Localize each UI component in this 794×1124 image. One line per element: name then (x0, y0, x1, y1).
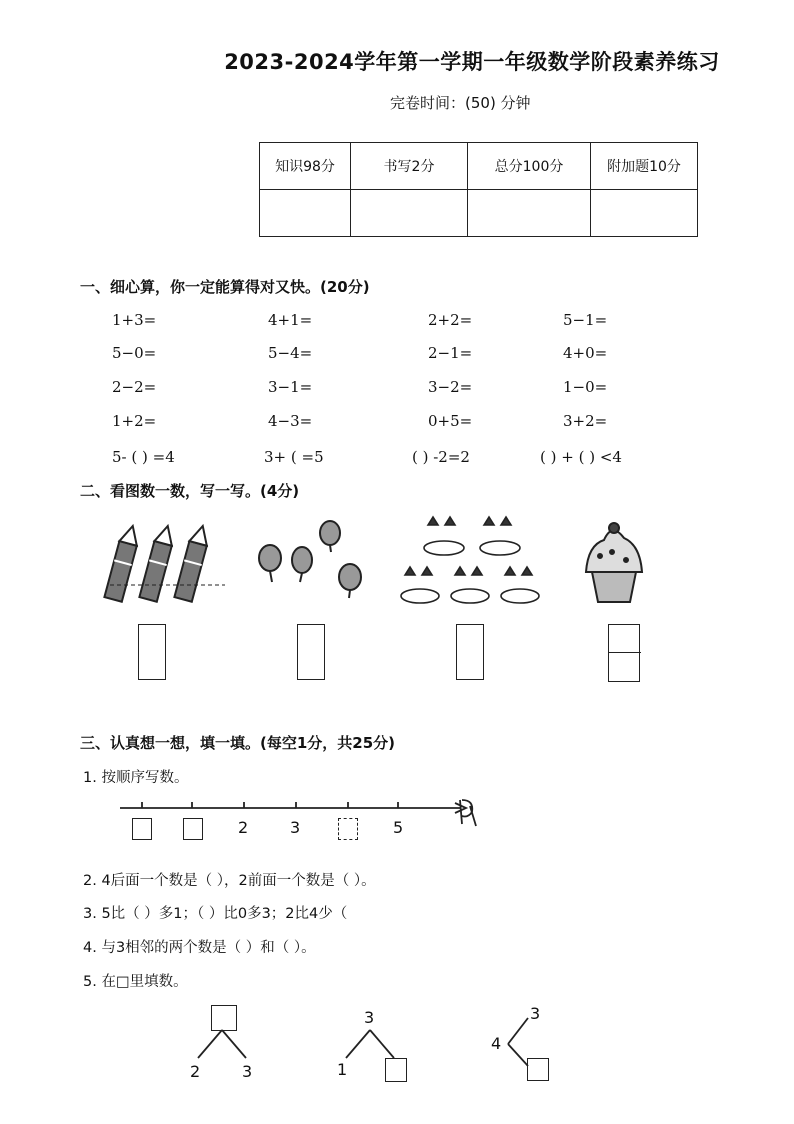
bond-left-number: 2 (190, 1062, 201, 1081)
section1-heading: 一、细心算，你一定能算得对又快。(20分) (80, 278, 370, 296)
calc-item: 3−2= (428, 378, 473, 396)
calc-item: 2−1= (428, 344, 473, 362)
calc-item: 5−0= (112, 344, 157, 362)
calc-fill-item[interactable]: ( ) + ( ) <4 (540, 448, 622, 466)
score-header-knowledge: 知识98分 (260, 143, 351, 190)
calc-item: 3+2= (563, 412, 608, 430)
page-title: 2023-2024学年第一学期一年级数学阶段素养练习 (224, 50, 720, 74)
calc-item: 0+5= (428, 412, 473, 430)
calc-item: 3−1= (268, 378, 313, 396)
numberline-label: 2 (238, 818, 249, 837)
calc-item: 5−4= (268, 344, 313, 362)
calc-item: 4+0= (563, 344, 608, 362)
calc-item: 2+2= (428, 311, 473, 329)
question-2[interactable]: 2. 4后面一个数是（ ），2前面一个数是（ ）。 (83, 873, 376, 889)
calc-item: 1+2= (112, 412, 157, 430)
calc-item: 4+1= (268, 311, 313, 329)
section2-heading: 二、看图数一数，写一写。(4分) (80, 482, 300, 500)
calc-item: 2−2= (112, 378, 157, 396)
score-header-bonus: 附加题10分 (591, 143, 698, 190)
numberline-label: 5 (393, 818, 404, 837)
bond-top-blank[interactable] (211, 1005, 237, 1031)
bond-top-number: 3 (364, 1008, 375, 1027)
question-4[interactable]: 4. 与3相邻的两个数是（ ）和（ ）。 (83, 940, 316, 956)
section3-heading: 三、认真想一想，填一填。(每空1分，共25分) (80, 734, 396, 752)
question-3[interactable]: 3. 5比（ ）多1；（ ）比0多3；2比4少（ (83, 906, 348, 922)
bond-top-number: 3 (530, 1004, 541, 1023)
time-limit: 完卷时间：(50) 分钟 (390, 94, 531, 112)
calc-fill-item[interactable]: 5- ( ) =4 (112, 448, 175, 466)
bond-right-blank[interactable] (385, 1058, 407, 1082)
calc-item: 1−0= (563, 378, 608, 396)
question-5: 5. 在□里填数。 (83, 974, 188, 990)
bond-right-blank[interactable] (527, 1058, 549, 1081)
numberline-label: 3 (290, 818, 301, 837)
score-header-writing: 书写2分 (351, 143, 468, 190)
calc-item: 1+3= (112, 311, 157, 329)
calc-fill-item[interactable]: ( ) -2=2 (412, 448, 470, 466)
calc-item: 5−1= (563, 311, 608, 329)
bond-left-number: 1 (337, 1060, 348, 1079)
calc-fill-item[interactable]: 3+ ( =5 (264, 448, 324, 466)
bond-right-number: 3 (242, 1062, 253, 1081)
score-header-total: 总分100分 (468, 143, 591, 190)
question-1: 1. 按顺序写数。 (83, 770, 189, 786)
calc-item: 4−3= (268, 412, 313, 430)
bond-left-number: 4 (491, 1034, 502, 1053)
